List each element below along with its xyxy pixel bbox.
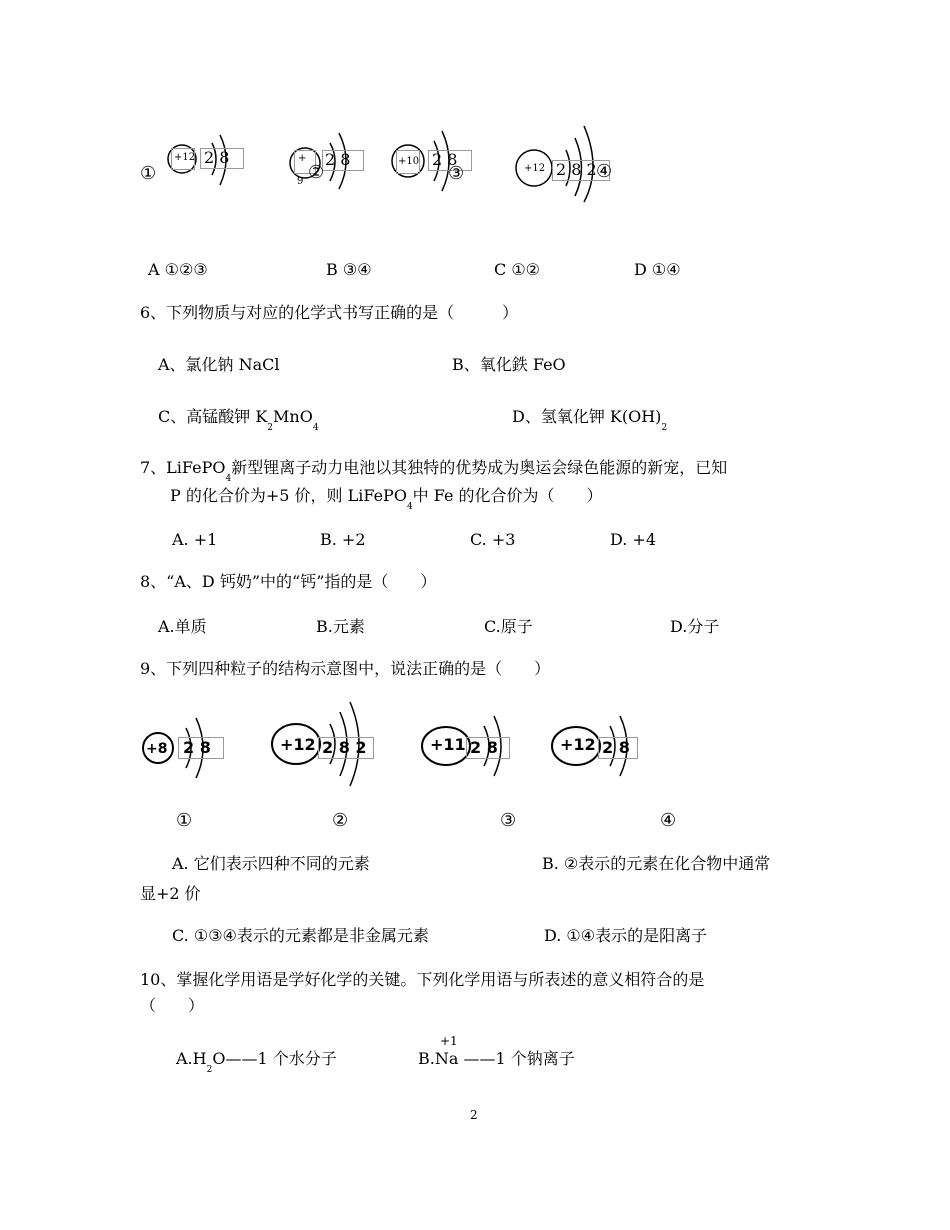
q5-atom-2-nucleus: + <box>298 153 307 164</box>
q7-option-a: A. +1 <box>172 530 218 549</box>
q6-option-d <box>512 407 668 433</box>
q9-marker-4: ④ <box>660 810 677 831</box>
q5-marker-1: ① <box>140 163 157 184</box>
q7-line-1-pre: 7、LiFePO <box>140 458 226 477</box>
q8-option-b: B.元素 <box>316 617 365 636</box>
q6-option-d-text: D、氢氧化钾 K(OH) <box>512 407 662 426</box>
q10-option-b-post: ——1 个钠离子 <box>458 1049 575 1068</box>
q9-atom-2-nucleus: +12 <box>280 735 316 754</box>
q9-atom-4-shells: 2 8 <box>602 738 630 757</box>
q6-option-b: B、氧化鉄 FeO <box>452 355 566 374</box>
q9-atom-1-shells: 2 8 <box>183 738 211 757</box>
q5-atom-1-nucleus: +12 <box>174 152 196 163</box>
page-number: 2 <box>470 1108 478 1122</box>
q8-option-a: A.单质 <box>158 617 207 636</box>
q9-atom-1-nucleus: +8 <box>146 741 168 757</box>
q9-option-c: C. ①③④表示的元素都是非金属元素 <box>172 926 429 945</box>
q10-question: 10、掌握化学用语是学好化学的关键。下列化学用语与所表述的意义相符合的是 <box>140 970 705 989</box>
q5-option-a: A ①②③ <box>148 260 208 279</box>
q7-line-1-post: 新型锂离子动力电池以其独特的优势成为奥运会绿色能源的新宠，已知 <box>231 458 728 477</box>
q5-option-d: D ①④ <box>634 260 681 279</box>
q5-atom-3-nucleus: +10 <box>398 156 420 167</box>
q9-option-b-line-1: B. ②表示的元素在化合物中通常 <box>542 854 771 873</box>
q9-marker-3: ③ <box>500 810 517 831</box>
q7-line-1-sub: 4 <box>225 474 232 484</box>
q5-atom-2-shells: 2 8 <box>325 150 351 169</box>
q8-option-d: D.分子 <box>670 617 720 636</box>
q9-option-d: D. ①④表示的是阳离子 <box>544 926 708 945</box>
q6-question: 6、下列物质与对应的化学式书写正确的是（ ） <box>140 303 519 322</box>
q8-option-c: C.原子 <box>484 617 533 636</box>
q6-option-d-sub: 2 <box>661 423 668 433</box>
q10-option-b <box>418 1049 575 1069</box>
q10-option-a <box>176 1049 337 1075</box>
q7-option-d: D. +4 <box>610 530 657 549</box>
q7-option-b: B. +2 <box>320 530 366 549</box>
q7-option-c: C. +3 <box>470 530 516 549</box>
q9-atom-4-nucleus: +12 <box>560 735 596 754</box>
q5-marker-2: ② <box>308 162 325 183</box>
q6-option-a: A、氯化钠 NaCl <box>158 355 280 374</box>
q9-question: 9、下列四种粒子的结构示意图中，说法正确的是（ ） <box>140 659 551 678</box>
q8-question: 8、“A、D 钙奶”中的“钙”指的是（ ） <box>140 572 437 591</box>
q6-option-c-sub2: 4 <box>312 423 319 433</box>
q5-atom-4-nucleus: +12 <box>524 163 546 174</box>
q5-atom-1-shells: 2 8 <box>204 148 230 167</box>
q9-option-b-line-2: 显+2 价 <box>140 884 201 903</box>
q10-option-a-post: O——1 个水分子 <box>212 1049 337 1068</box>
q10-option-b-pre: B.Na <box>418 1049 459 1068</box>
q5-option-c: C ①② <box>494 260 541 279</box>
q6-option-c-sub1: 2 <box>267 423 274 433</box>
q5-atom-2-nucleus-sub: 9 <box>297 176 304 187</box>
q7-line-1 <box>140 458 728 484</box>
q6-option-c-text: C、高锰酸钾 K <box>158 407 268 426</box>
q10-option-b-superscript: +1 <box>440 1034 458 1048</box>
q5-atom-3-shells: 2 8 <box>432 150 458 169</box>
q6-option-c <box>158 407 319 433</box>
q9-atom-3-shells: 2 8 <box>470 738 498 757</box>
q9-atom-3-nucleus: +11 <box>430 735 466 754</box>
q9-marker-1: ① <box>176 810 193 831</box>
q5-marker-3: ③ <box>448 163 465 184</box>
q9-option-a: A. 它们表示四种不同的元素 <box>172 854 370 873</box>
q10-option-a-sub: 2 <box>206 1065 213 1075</box>
q6-option-c-mid: MnO <box>273 407 313 426</box>
q7-line-2-sub: 4 <box>406 502 413 512</box>
q10-option-a-pre: A.H <box>176 1049 207 1068</box>
q7-line-2-post: 中 Fe 的化合价为（ ） <box>412 486 603 505</box>
q5-atom-4-shells: 2 8 2 <box>556 160 597 179</box>
q7-line-2 <box>170 486 603 512</box>
q5-option-b: B ③④ <box>326 260 372 279</box>
q9-marker-2: ② <box>332 810 349 831</box>
q10-paren: （ ） <box>140 996 205 1015</box>
q5-marker-4: ④ <box>596 161 613 182</box>
q9-atom-2-shells: 2 8 2 <box>322 738 367 757</box>
q7-line-2-pre: P 的化合价为+5 价，则 LiFePO <box>170 486 407 505</box>
